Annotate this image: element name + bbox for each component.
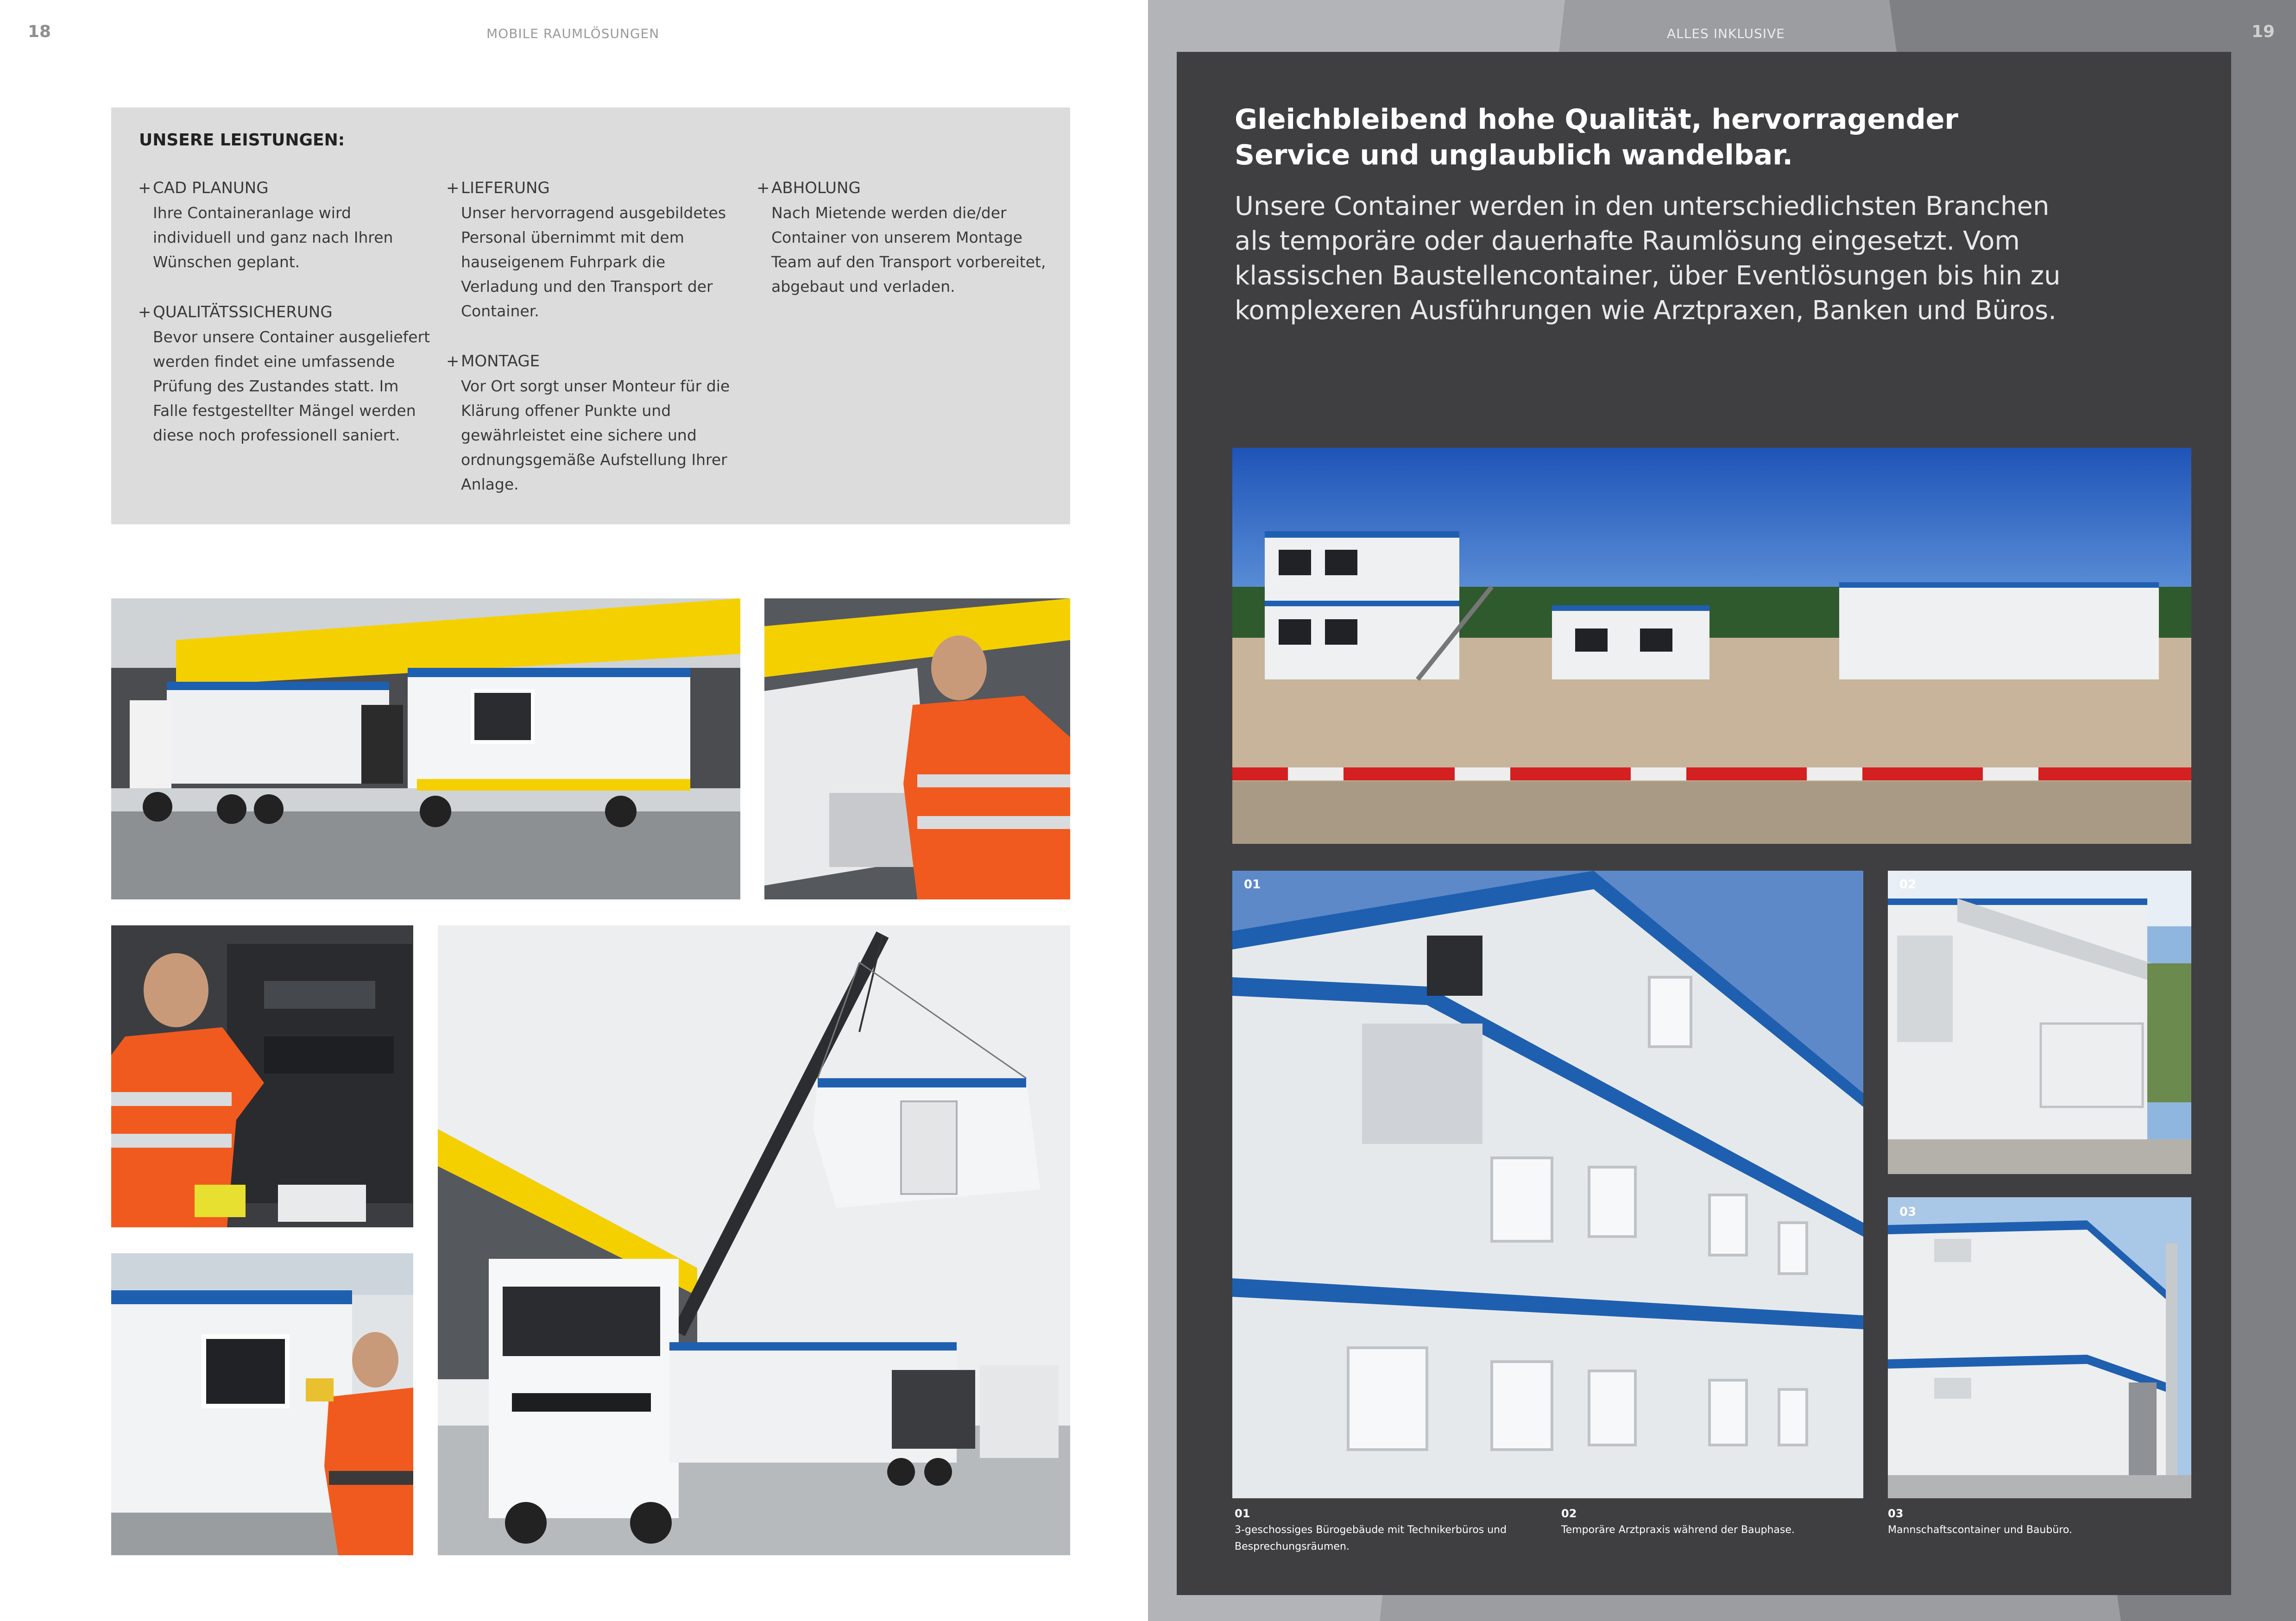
intro-text: Unsere Container werden in den unterschiedlichsten Branchen als temporäre oder dauerhafte Raumlösung eingesetzt. Vom klassischen Baustellencontainer, über Eventlösungen bis hin zu komplexeren Ausführungen wie Arztpraxen, Banken und Büros. xyxy=(1235,191,2061,326)
caption-02: 02 Temporäre Arztpraxis während der Bauphase. xyxy=(1561,1507,1795,1536)
service-delivery: + LIEFERUNG Unser hervorragend ausgebildetes Personal übernimmt mit dem hauseigenem Fuhrpark die Verladung und den Transport der Container. xyxy=(446,179,726,320)
photo-worker-container xyxy=(764,598,1070,899)
running-head-left: MOBILE RAUMLÖSUNGEN xyxy=(486,26,660,41)
photo-01-office-building xyxy=(1232,871,1863,1498)
page-number-left: 18 xyxy=(28,22,51,41)
services-title: UNSERE LEISTUNGEN: xyxy=(139,131,345,150)
caption-03: 03 Mannschaftscontainer und Baubüro. xyxy=(1888,1507,2072,1536)
photo-03-tag: 03 xyxy=(1899,1205,1917,1219)
photo-02-tag: 02 xyxy=(1899,878,1917,892)
photo-truck-transport xyxy=(111,598,740,899)
photo-worker-radio xyxy=(111,1253,413,1555)
photo-container-site xyxy=(1232,448,2191,844)
service-assembly: + MONTAGE Vor Ort sorgt unser Monteur für die Klärung offener Punkte und gewährleistet eine sichere und ordnungsgemäße Aufstellung Ihrer Anlage. xyxy=(446,352,730,493)
service-cad: + CAD PLANUNG Ihre Containeranlage wird individuell und ganz nach Ihren Wünschen geplant. xyxy=(138,179,393,271)
services-column-2 xyxy=(446,176,739,522)
photo-02-medical-practice xyxy=(1888,871,2191,1174)
service-pickup: + ABHOLUNG Nach Mietende werden die/der Container von unserem Montage Team auf den Transport vorbereitet, abgebaut und verladen. xyxy=(757,179,1046,295)
photo-01-tag: 01 xyxy=(1244,878,1261,892)
caption-01: 01 3-geschossiges Bürogebäude mit Technikerbüros und Besprechungsräumen. xyxy=(1235,1507,1507,1552)
services-column-1 xyxy=(138,176,431,473)
photo-03-crew-container xyxy=(1888,1197,2191,1498)
photo-crane-lifting xyxy=(438,925,1070,1555)
page-number-right: 19 xyxy=(2252,22,2275,41)
services-column-3 xyxy=(757,176,1049,325)
service-quality: + QUALITÄTSSICHERUNG Bevor unsere Container ausgeliefert werden findet eine umfassende Prüfung des Zustandes statt. Im Falle festgestellter Mängel werden diese noch professionell saniert. xyxy=(138,303,430,444)
photo-worker-crane-controls xyxy=(111,925,413,1227)
headline: Gleichbleibend hohe Qualität, hervorragender Service und unglaublich wandelbar. xyxy=(1235,103,1959,171)
running-head-right: ALLES INKLUSIVE xyxy=(1667,26,1785,41)
